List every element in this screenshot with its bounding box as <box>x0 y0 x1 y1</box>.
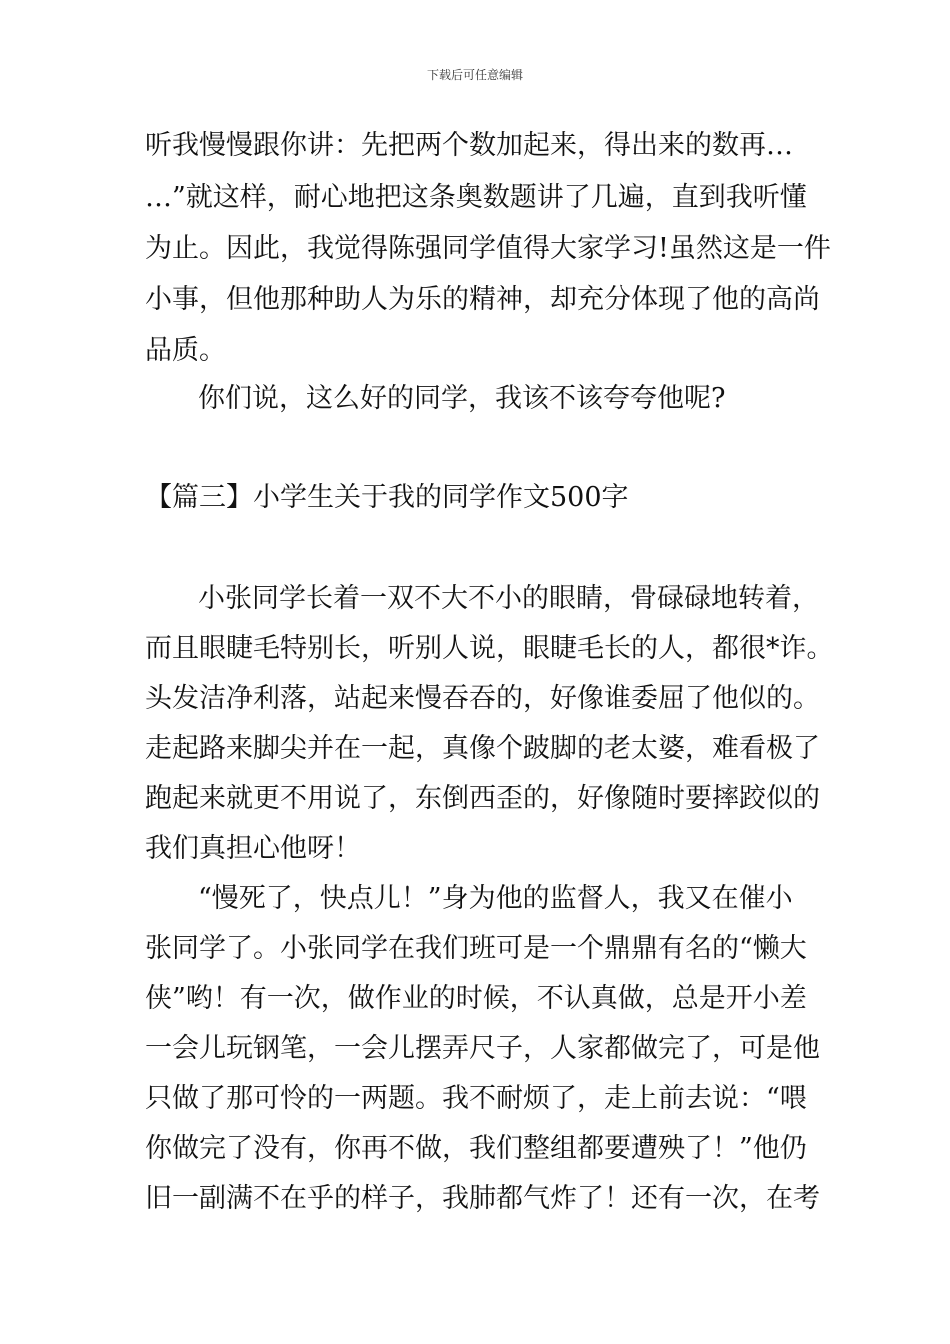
text-line: 为止。因此，我觉得陈强同学值得大家学习!虽然这是一件 <box>145 233 831 264</box>
page-header: 下载后可任意编辑 <box>426 68 523 82</box>
text-line: 品质。 <box>145 335 226 366</box>
text-line: 一会儿玩钢笔，一会儿摆弄尺子，人家都做完了，可是他 <box>145 1033 820 1064</box>
text-line: 你们说，这么好的同学，我该不该夸夸他呢? <box>198 383 726 414</box>
text-line: 旧一副满不在乎的样子，我肺都气炸了！还有一次，在考 <box>145 1183 820 1214</box>
text-line: “慢死了，快点儿！”身为他的监督人，我又在催小 <box>198 883 793 914</box>
text-line: 头发洁净利落，站起来慢吞吞的，好像谁委屈了他似的。 <box>145 683 820 714</box>
text-line: 小张同学长着一双不大不小的眼睛，骨碌碌地转着， <box>198 583 819 614</box>
text-line: 走起路来脚尖并在一起，真像个跛脚的老太婆，难看极了 <box>145 733 820 764</box>
text-line: 你做完了没有，你再不做，我们整组都要遭殃了！”他仍 <box>145 1133 807 1164</box>
text-line: 侠”哟！有一次，做作业的时候，不认真做，总是开小差 <box>145 983 807 1014</box>
text-line: 跑起来就更不用说了，东倒西歪的，好像随时要摔跤似的 <box>145 783 820 814</box>
text-line: 而且眼睫毛特别长，听别人说，眼睫毛长的人，都很*诈。 <box>145 633 834 664</box>
text-line: …”就这样，耐心地把这条奥数题讲了几遍，直到我听懂 <box>145 182 807 213</box>
text-line: 听我慢慢跟你讲：先把两个数加起来，得出来的数再… <box>145 130 793 161</box>
text-line: 张同学了。小张同学在我们班可是一个鼎鼎有名的“懒大 <box>145 933 807 964</box>
section-title: 【篇三】小学生关于我的同学作文500字 <box>145 482 629 513</box>
text-line: 只做了那可怜的一两题。我不耐烦了，走上前去说：“喂 <box>145 1083 807 1114</box>
text-line: 小事，但他那种助人为乐的精神，却充分体现了他的高尚 <box>145 284 820 315</box>
text-line: 我们真担心他呀！ <box>145 833 361 864</box>
